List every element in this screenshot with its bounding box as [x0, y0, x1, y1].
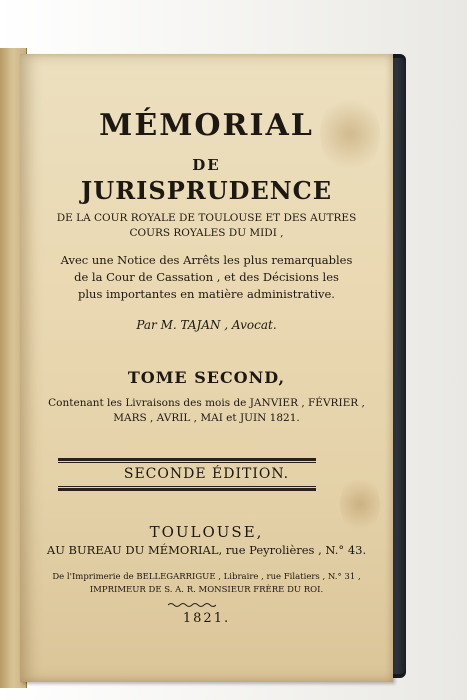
contents-line: MARS , AVRIL , MAI et JUIN 1821.	[113, 412, 300, 424]
courts-line: DE LA COUR ROYALE DE TOULOUSE ET DES AUTRES	[56, 212, 357, 224]
notice-line: Avec une Notice des Arrêts les plus remarquables	[60, 253, 353, 267]
book-subtitle: JURISPRUDENCE	[80, 176, 333, 205]
printer-line: De l'Imprimerie de BELLEGARRIGUE , Libraire , rue Filatiers , N.° 31 ,	[52, 572, 361, 582]
courts-line: COURS ROYALES DU MIDI ,	[129, 227, 284, 239]
notice-line: de la Cour de Cassation , et des Décisions les	[74, 270, 339, 284]
publication-year: 1821.	[182, 611, 231, 626]
decorative-rule	[58, 486, 316, 487]
printer-line: IMPRIMEUR DE S. A. R. MONSIEUR FRÈRE DU ROI.	[89, 585, 324, 595]
decorative-rule	[58, 462, 316, 463]
contents-line: Contenant les Livraisons des mois de JANVIER , FÉVRIER ,	[48, 397, 365, 409]
volume-heading: TOME SECOND,	[127, 368, 286, 387]
edition-label: SECONDE ÉDITION.	[123, 466, 290, 482]
ornament-flourish	[168, 602, 216, 608]
title-connector: DE	[192, 156, 221, 174]
author-line: Par M. TAJAN , Avocat.	[136, 318, 277, 332]
city-name: TOULOUSE,	[149, 523, 264, 541]
book-cover-edge	[392, 58, 406, 674]
decorative-rule	[58, 488, 316, 491]
decorative-rule	[58, 458, 316, 461]
book-title: MÉMORIAL	[99, 108, 314, 143]
notice-line: plus importantes en matière administrative.	[78, 287, 335, 301]
publisher-address: AU BUREAU DU MÉMORIAL, rue Peyrolières , N.° 43.	[46, 543, 367, 557]
